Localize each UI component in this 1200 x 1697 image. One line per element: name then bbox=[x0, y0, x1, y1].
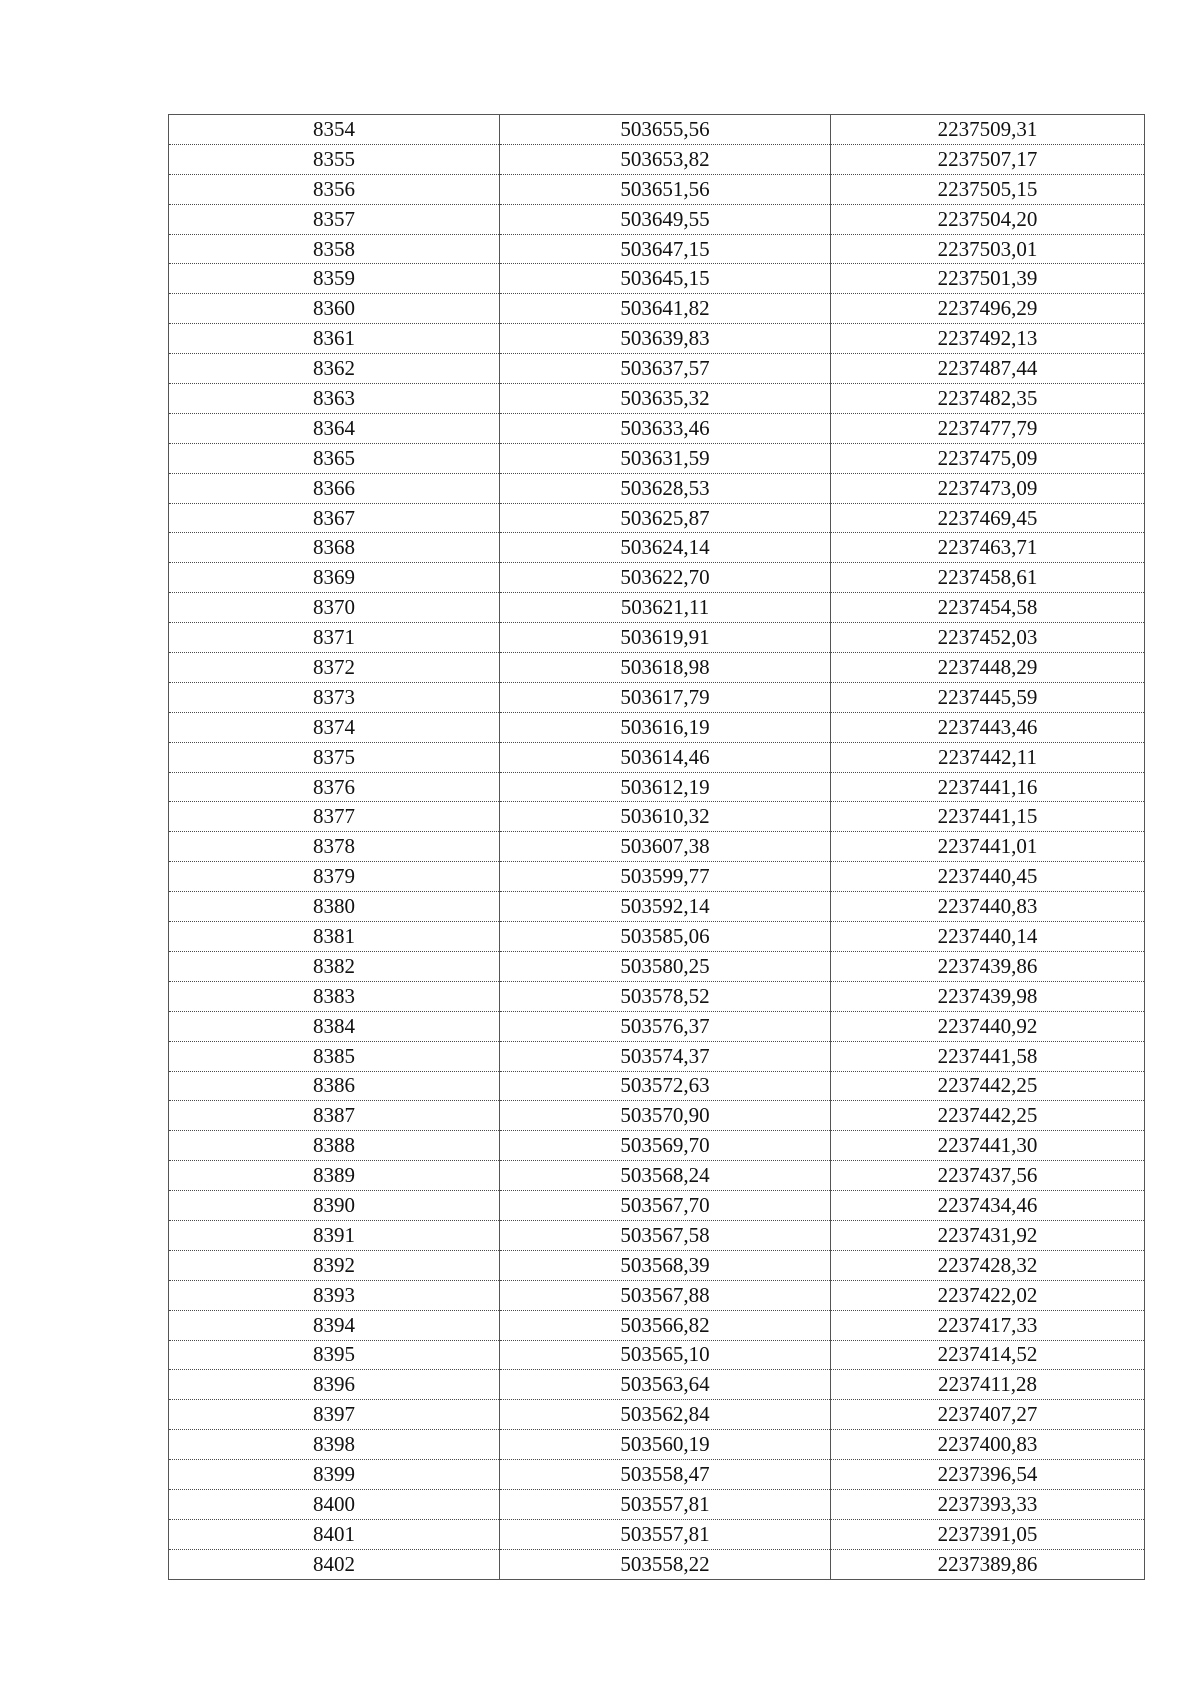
point-number-cell: 8401 bbox=[169, 1519, 500, 1549]
table-row bbox=[169, 742, 1145, 772]
table-row bbox=[169, 1400, 1145, 1430]
y-coordinate-cell: 2237469,45 bbox=[831, 503, 1145, 533]
table-row bbox=[169, 1131, 1145, 1161]
y-coordinate-cell: 2237441,01 bbox=[831, 832, 1145, 862]
x-coordinate-cell: 503599,77 bbox=[500, 862, 831, 892]
y-coordinate-cell: 2237496,29 bbox=[831, 294, 1145, 324]
x-coordinate-cell: 503557,81 bbox=[500, 1489, 831, 1519]
table-row bbox=[169, 563, 1145, 593]
y-coordinate-cell: 2237411,28 bbox=[831, 1370, 1145, 1400]
y-coordinate-cell: 2237458,61 bbox=[831, 563, 1145, 593]
point-number-cell: 8362 bbox=[169, 354, 500, 384]
y-coordinate-cell: 2237422,02 bbox=[831, 1280, 1145, 1310]
point-number-cell: 8354 bbox=[169, 115, 500, 145]
y-coordinate-cell: 2237434,46 bbox=[831, 1191, 1145, 1221]
x-coordinate-cell: 503617,79 bbox=[500, 682, 831, 712]
table-row bbox=[169, 413, 1145, 443]
point-number-cell: 8400 bbox=[169, 1489, 500, 1519]
y-coordinate-cell: 2237441,16 bbox=[831, 772, 1145, 802]
point-number-cell: 8393 bbox=[169, 1280, 500, 1310]
y-coordinate-cell: 2237448,29 bbox=[831, 653, 1145, 683]
table-row bbox=[169, 802, 1145, 832]
table-row bbox=[169, 1310, 1145, 1340]
point-number-cell: 8377 bbox=[169, 802, 500, 832]
point-number-cell: 8379 bbox=[169, 862, 500, 892]
point-number-cell: 8386 bbox=[169, 1071, 500, 1101]
y-coordinate-cell: 2237442,25 bbox=[831, 1071, 1145, 1101]
x-coordinate-cell: 503572,63 bbox=[500, 1071, 831, 1101]
x-coordinate-cell: 503633,46 bbox=[500, 413, 831, 443]
table-row bbox=[169, 1430, 1145, 1460]
y-coordinate-cell: 2237440,83 bbox=[831, 892, 1145, 922]
y-coordinate-cell: 2237445,59 bbox=[831, 682, 1145, 712]
point-number-cell: 8395 bbox=[169, 1340, 500, 1370]
table-row bbox=[169, 1071, 1145, 1101]
x-coordinate-cell: 503558,22 bbox=[500, 1549, 831, 1579]
y-coordinate-cell: 2237407,27 bbox=[831, 1400, 1145, 1430]
point-number-cell: 8381 bbox=[169, 922, 500, 952]
x-coordinate-cell: 503628,53 bbox=[500, 473, 831, 503]
point-number-cell: 8363 bbox=[169, 384, 500, 414]
x-coordinate-cell: 503592,14 bbox=[500, 892, 831, 922]
point-number-cell: 8380 bbox=[169, 892, 500, 922]
table-row bbox=[169, 1191, 1145, 1221]
table-row bbox=[169, 712, 1145, 742]
table-row bbox=[169, 1220, 1145, 1250]
y-coordinate-cell: 2237487,44 bbox=[831, 354, 1145, 384]
x-coordinate-cell: 503567,58 bbox=[500, 1220, 831, 1250]
x-coordinate-cell: 503647,15 bbox=[500, 234, 831, 264]
y-coordinate-cell: 2237509,31 bbox=[831, 115, 1145, 145]
point-number-cell: 8394 bbox=[169, 1310, 500, 1340]
x-coordinate-cell: 503570,90 bbox=[500, 1101, 831, 1131]
table-row bbox=[169, 234, 1145, 264]
point-number-cell: 8356 bbox=[169, 174, 500, 204]
x-coordinate-cell: 503610,32 bbox=[500, 802, 831, 832]
y-coordinate-cell: 2237428,32 bbox=[831, 1250, 1145, 1280]
point-number-cell: 8375 bbox=[169, 742, 500, 772]
point-number-cell: 8366 bbox=[169, 473, 500, 503]
x-coordinate-cell: 503641,82 bbox=[500, 294, 831, 324]
y-coordinate-cell: 2237443,46 bbox=[831, 712, 1145, 742]
table-row bbox=[169, 862, 1145, 892]
table-row bbox=[169, 473, 1145, 503]
point-number-cell: 8371 bbox=[169, 623, 500, 653]
y-coordinate-cell: 2237440,92 bbox=[831, 1011, 1145, 1041]
point-number-cell: 8369 bbox=[169, 563, 500, 593]
table-row bbox=[169, 653, 1145, 683]
table-row bbox=[169, 533, 1145, 563]
x-coordinate-cell: 503639,83 bbox=[500, 324, 831, 354]
x-coordinate-cell: 503618,98 bbox=[500, 653, 831, 683]
y-coordinate-cell: 2237477,79 bbox=[831, 413, 1145, 443]
x-coordinate-cell: 503645,15 bbox=[500, 264, 831, 294]
table-row bbox=[169, 1280, 1145, 1310]
point-number-cell: 8378 bbox=[169, 832, 500, 862]
point-number-cell: 8368 bbox=[169, 533, 500, 563]
x-coordinate-cell: 503565,10 bbox=[500, 1340, 831, 1370]
x-coordinate-cell: 503614,46 bbox=[500, 742, 831, 772]
table-row bbox=[169, 443, 1145, 473]
y-coordinate-cell: 2237393,33 bbox=[831, 1489, 1145, 1519]
y-coordinate-cell: 2237463,71 bbox=[831, 533, 1145, 563]
y-coordinate-cell: 2237441,15 bbox=[831, 802, 1145, 832]
x-coordinate-cell: 503637,57 bbox=[500, 354, 831, 384]
point-number-cell: 8374 bbox=[169, 712, 500, 742]
y-coordinate-cell: 2237400,83 bbox=[831, 1430, 1145, 1460]
y-coordinate-cell: 2237440,14 bbox=[831, 922, 1145, 952]
point-number-cell: 8392 bbox=[169, 1250, 500, 1280]
y-coordinate-cell: 2237440,45 bbox=[831, 862, 1145, 892]
y-coordinate-cell: 2237441,30 bbox=[831, 1131, 1145, 1161]
y-coordinate-cell: 2237414,52 bbox=[831, 1340, 1145, 1370]
y-coordinate-cell: 2237503,01 bbox=[831, 234, 1145, 264]
y-coordinate-cell: 2237417,33 bbox=[831, 1310, 1145, 1340]
point-number-cell: 8389 bbox=[169, 1161, 500, 1191]
table-row bbox=[169, 294, 1145, 324]
point-number-cell: 8399 bbox=[169, 1460, 500, 1490]
y-coordinate-cell: 2237439,98 bbox=[831, 981, 1145, 1011]
y-coordinate-cell: 2237441,58 bbox=[831, 1041, 1145, 1071]
x-coordinate-cell: 503635,32 bbox=[500, 384, 831, 414]
table-row bbox=[169, 1101, 1145, 1131]
y-coordinate-cell: 2237507,17 bbox=[831, 144, 1145, 174]
x-coordinate-cell: 503578,52 bbox=[500, 981, 831, 1011]
x-coordinate-cell: 503558,47 bbox=[500, 1460, 831, 1490]
point-number-cell: 8358 bbox=[169, 234, 500, 264]
coordinates-table-body bbox=[169, 115, 1145, 1580]
x-coordinate-cell: 503651,56 bbox=[500, 174, 831, 204]
table-row bbox=[169, 593, 1145, 623]
table-row bbox=[169, 174, 1145, 204]
x-coordinate-cell: 503612,19 bbox=[500, 772, 831, 802]
point-number-cell: 8396 bbox=[169, 1370, 500, 1400]
y-coordinate-cell: 2237504,20 bbox=[831, 204, 1145, 234]
table-row bbox=[169, 623, 1145, 653]
table-row bbox=[169, 354, 1145, 384]
x-coordinate-cell: 503649,55 bbox=[500, 204, 831, 234]
y-coordinate-cell: 2237442,25 bbox=[831, 1101, 1145, 1131]
y-coordinate-cell: 2237439,86 bbox=[831, 951, 1145, 981]
table-row bbox=[169, 1340, 1145, 1370]
point-number-cell: 8402 bbox=[169, 1549, 500, 1579]
x-coordinate-cell: 503580,25 bbox=[500, 951, 831, 981]
x-coordinate-cell: 503568,39 bbox=[500, 1250, 831, 1280]
table-row bbox=[169, 682, 1145, 712]
point-number-cell: 8355 bbox=[169, 144, 500, 174]
table-row bbox=[169, 892, 1145, 922]
x-coordinate-cell: 503574,37 bbox=[500, 1041, 831, 1071]
point-number-cell: 8385 bbox=[169, 1041, 500, 1071]
table-row bbox=[169, 981, 1145, 1011]
y-coordinate-cell: 2237431,92 bbox=[831, 1220, 1145, 1250]
table-row bbox=[169, 264, 1145, 294]
point-number-cell: 8398 bbox=[169, 1430, 500, 1460]
x-coordinate-cell: 503568,24 bbox=[500, 1161, 831, 1191]
table-row bbox=[169, 1549, 1145, 1579]
x-coordinate-cell: 503655,56 bbox=[500, 115, 831, 145]
point-number-cell: 8370 bbox=[169, 593, 500, 623]
point-number-cell: 8384 bbox=[169, 1011, 500, 1041]
point-number-cell: 8367 bbox=[169, 503, 500, 533]
y-coordinate-cell: 2237475,09 bbox=[831, 443, 1145, 473]
x-coordinate-cell: 503619,91 bbox=[500, 623, 831, 653]
y-coordinate-cell: 2237442,11 bbox=[831, 742, 1145, 772]
table-row bbox=[169, 772, 1145, 802]
table-row bbox=[169, 144, 1145, 174]
x-coordinate-cell: 503562,84 bbox=[500, 1400, 831, 1430]
table-row bbox=[169, 1489, 1145, 1519]
y-coordinate-cell: 2237437,56 bbox=[831, 1161, 1145, 1191]
table-row bbox=[169, 324, 1145, 354]
y-coordinate-cell: 2237482,35 bbox=[831, 384, 1145, 414]
x-coordinate-cell: 503557,81 bbox=[500, 1519, 831, 1549]
table-row bbox=[169, 1460, 1145, 1490]
y-coordinate-cell: 2237389,86 bbox=[831, 1549, 1145, 1579]
point-number-cell: 8365 bbox=[169, 443, 500, 473]
y-coordinate-cell: 2237396,54 bbox=[831, 1460, 1145, 1490]
table-row bbox=[169, 1161, 1145, 1191]
y-coordinate-cell: 2237492,13 bbox=[831, 324, 1145, 354]
x-coordinate-cell: 503625,87 bbox=[500, 503, 831, 533]
table-row bbox=[169, 1011, 1145, 1041]
table-row bbox=[169, 115, 1145, 145]
table-row bbox=[169, 951, 1145, 981]
x-coordinate-cell: 503560,19 bbox=[500, 1430, 831, 1460]
point-number-cell: 8390 bbox=[169, 1191, 500, 1221]
point-number-cell: 8397 bbox=[169, 1400, 500, 1430]
table-row bbox=[169, 1370, 1145, 1400]
x-coordinate-cell: 503567,70 bbox=[500, 1191, 831, 1221]
x-coordinate-cell: 503576,37 bbox=[500, 1011, 831, 1041]
y-coordinate-cell: 2237391,05 bbox=[831, 1519, 1145, 1549]
point-number-cell: 8359 bbox=[169, 264, 500, 294]
y-coordinate-cell: 2237452,03 bbox=[831, 623, 1145, 653]
point-number-cell: 8373 bbox=[169, 682, 500, 712]
table-row bbox=[169, 922, 1145, 952]
point-number-cell: 8383 bbox=[169, 981, 500, 1011]
table-row bbox=[169, 204, 1145, 234]
x-coordinate-cell: 503607,38 bbox=[500, 832, 831, 862]
point-number-cell: 8388 bbox=[169, 1131, 500, 1161]
table-row bbox=[169, 503, 1145, 533]
point-number-cell: 8372 bbox=[169, 653, 500, 683]
table-row bbox=[169, 1250, 1145, 1280]
point-number-cell: 8360 bbox=[169, 294, 500, 324]
x-coordinate-cell: 503563,64 bbox=[500, 1370, 831, 1400]
x-coordinate-cell: 503622,70 bbox=[500, 563, 831, 593]
table-row bbox=[169, 384, 1145, 414]
table-row bbox=[169, 1041, 1145, 1071]
point-number-cell: 8357 bbox=[169, 204, 500, 234]
coordinates-table bbox=[168, 114, 1145, 1580]
x-coordinate-cell: 503569,70 bbox=[500, 1131, 831, 1161]
point-number-cell: 8387 bbox=[169, 1101, 500, 1131]
y-coordinate-cell: 2237505,15 bbox=[831, 174, 1145, 204]
x-coordinate-cell: 503653,82 bbox=[500, 144, 831, 174]
table-row bbox=[169, 1519, 1145, 1549]
x-coordinate-cell: 503585,06 bbox=[500, 922, 831, 952]
point-number-cell: 8376 bbox=[169, 772, 500, 802]
table-row bbox=[169, 832, 1145, 862]
x-coordinate-cell: 503624,14 bbox=[500, 533, 831, 563]
x-coordinate-cell: 503621,11 bbox=[500, 593, 831, 623]
point-number-cell: 8364 bbox=[169, 413, 500, 443]
y-coordinate-cell: 2237473,09 bbox=[831, 473, 1145, 503]
x-coordinate-cell: 503567,88 bbox=[500, 1280, 831, 1310]
y-coordinate-cell: 2237501,39 bbox=[831, 264, 1145, 294]
point-number-cell: 8361 bbox=[169, 324, 500, 354]
y-coordinate-cell: 2237454,58 bbox=[831, 593, 1145, 623]
x-coordinate-cell: 503616,19 bbox=[500, 712, 831, 742]
x-coordinate-cell: 503566,82 bbox=[500, 1310, 831, 1340]
x-coordinate-cell: 503631,59 bbox=[500, 443, 831, 473]
point-number-cell: 8391 bbox=[169, 1220, 500, 1250]
point-number-cell: 8382 bbox=[169, 951, 500, 981]
